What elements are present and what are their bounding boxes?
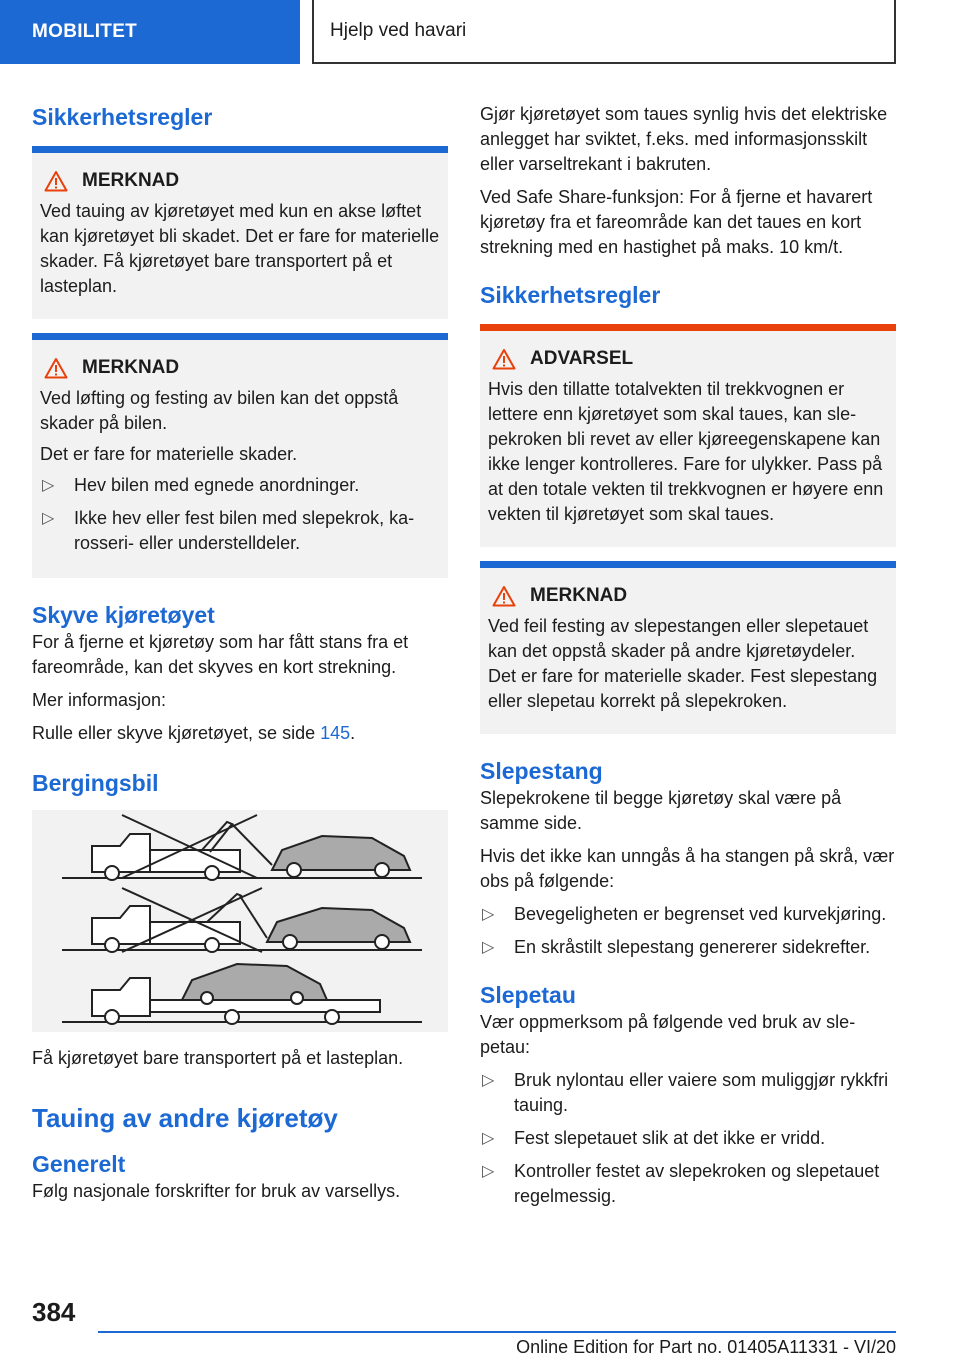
left-column — [32, 102, 448, 1212]
tow-bar-heading: Slepestang — [480, 758, 603, 784]
note-title: MERKNAD — [82, 170, 180, 191]
section-tab: MOBILITET — [0, 0, 300, 64]
right-column — [480, 102, 896, 1217]
safety-heading: Sikkerhetsregler — [32, 104, 213, 130]
paragraph: Følg nasjonale forskrifter for bruk av varsellys. — [32, 1181, 401, 1201]
tow-others-heading: Tauing av andre kjøretøy — [32, 1103, 338, 1133]
list-item: ▷ Ikke hev eller fest bilen med slepekrok, karosseri- eller understelldeler. — [42, 508, 415, 553]
page-link[interactable]: 145 — [320, 723, 351, 743]
note-text: Ved tauing av kjøretøyet med kun en akse løftet kan kjøretøyet bli skadet. Det er fare for materielle skader. Få kjøretøyet bare transportert på et lasteplan. — [40, 201, 440, 296]
paragraph: Hvis det ikke kan unngås å ha stangen på skrå, vær obs på følgende: — [480, 846, 895, 891]
triangle-bullet-icon: ▷ — [482, 906, 495, 923]
triangle-bullet-icon: ▷ — [482, 1163, 495, 1180]
paragraph: Rulle eller skyve kjøretøyet, se side 145. — [32, 723, 356, 743]
list-item: ▷ Bevegeligheten er begrenset ved kurvekjøring. — [480, 902, 896, 927]
list-item: ▷ Hev bilen med egnede anordninger. — [40, 473, 440, 498]
general-heading: Generelt — [32, 1151, 126, 1177]
edition-footer: Online Edition for Part no. 01405A11331 - VI/20 — [516, 1337, 896, 1357]
warning-triangle-icon — [492, 348, 516, 370]
triangle-bullet-icon: ▷ — [482, 1072, 495, 1089]
paragraph: For å fjerne et kjøretøy som har fått stans fra et fareområde, kan det skyves en kort strekning. — [32, 632, 409, 677]
bullet-list — [40, 473, 440, 556]
note-box — [32, 333, 448, 578]
triangle-bullet-icon: ▷ — [42, 510, 55, 527]
tow-truck-illustration — [32, 810, 448, 1032]
note-title: MERKNAD — [82, 357, 180, 378]
page-number: 384 — [32, 1297, 76, 1327]
list-item: ▷ Kontroller festet av slepekroken og slepetauet regelmessig. — [482, 1161, 880, 1206]
note-text: Det er fare for materielle skader. — [40, 444, 298, 464]
bullet-list — [480, 902, 896, 960]
warning-title: ADVARSEL — [530, 348, 634, 369]
warning-triangle-icon — [44, 357, 68, 379]
safety-heading: Sikkerhetsregler — [480, 282, 661, 308]
warning-triangle-icon — [492, 585, 516, 607]
note-text: Ved løfting og festing av bilen kan det oppstå skader på bilen. — [40, 388, 399, 433]
list-item: ▷ En skråstilt slepestang genererer sidekrefter. — [480, 935, 896, 960]
note-text: Ved feil festing av slepestangen eller slepetauet kan det oppstå skader på andre kjøretøydeler. Det er fare for materielle skader. Fest slepestang eller slepetau korrekt på slepekroken. — [488, 616, 878, 711]
warning-box — [480, 324, 896, 547]
warning-text: Hvis den tillatte totalvekten til trekkvognen er lettere enn kjøretøyet som skal taues, kan slepekroken bli revet av eller kjøreegenskapene kan ikke lenger kontrolleres. Fare for ulykker. Pass på at den totale vekten til trekkvognen er høyere enn vekten til kjøretøyet som skal taues. — [488, 379, 884, 524]
paragraph: Gjør kjøretøyet som taues synlig hvis det elektriske anlegget har sviktet, f.eks. med informasjonsskilt eller varseltrekant i bakruten. — [480, 104, 888, 174]
list-item: ▷ Bruk nylontau eller vaiere som muliggjør rykkfri tauing. — [482, 1070, 889, 1115]
paragraph: Mer informasjon: — [32, 690, 167, 710]
push-heading: Skyve kjøretøyet — [32, 602, 215, 628]
paragraph: Ved Safe Share-funksjon: For å fjerne et havarert kjøretøy fra et fareområde kan det taues en kort strekning med en hastighet på maks. 10 km/t. — [480, 187, 873, 257]
paragraph: Slepekrokene til begge kjøretøy skal være på samme side. — [480, 788, 842, 833]
triangle-bullet-icon: ▷ — [482, 939, 495, 956]
paragraph: Vær oppmerksom på følgende ved bruk av slepetau: — [480, 1012, 856, 1057]
triangle-bullet-icon: ▷ — [42, 477, 55, 494]
chapter-tab: Hjelp ved havari — [312, 0, 896, 64]
list-item: ▷ Fest slepetauet slik at det ikke er vridd. — [480, 1126, 896, 1151]
warning-triangle-icon — [44, 170, 68, 192]
figure-caption: Få kjøretøyet bare transportert på et lasteplan. — [32, 1048, 404, 1068]
tow-truck-figure — [32, 810, 448, 1032]
note-box — [480, 561, 896, 734]
note-box — [32, 146, 448, 319]
tow-truck-heading: Bergingsbil — [32, 770, 159, 796]
triangle-bullet-icon: ▷ — [482, 1130, 495, 1147]
page-header — [0, 0, 960, 64]
note-title: MERKNAD — [530, 585, 628, 606]
tow-rope-heading: Slepetau — [480, 982, 576, 1008]
footer-divider — [98, 1331, 896, 1333]
bullet-list — [480, 1068, 896, 1209]
